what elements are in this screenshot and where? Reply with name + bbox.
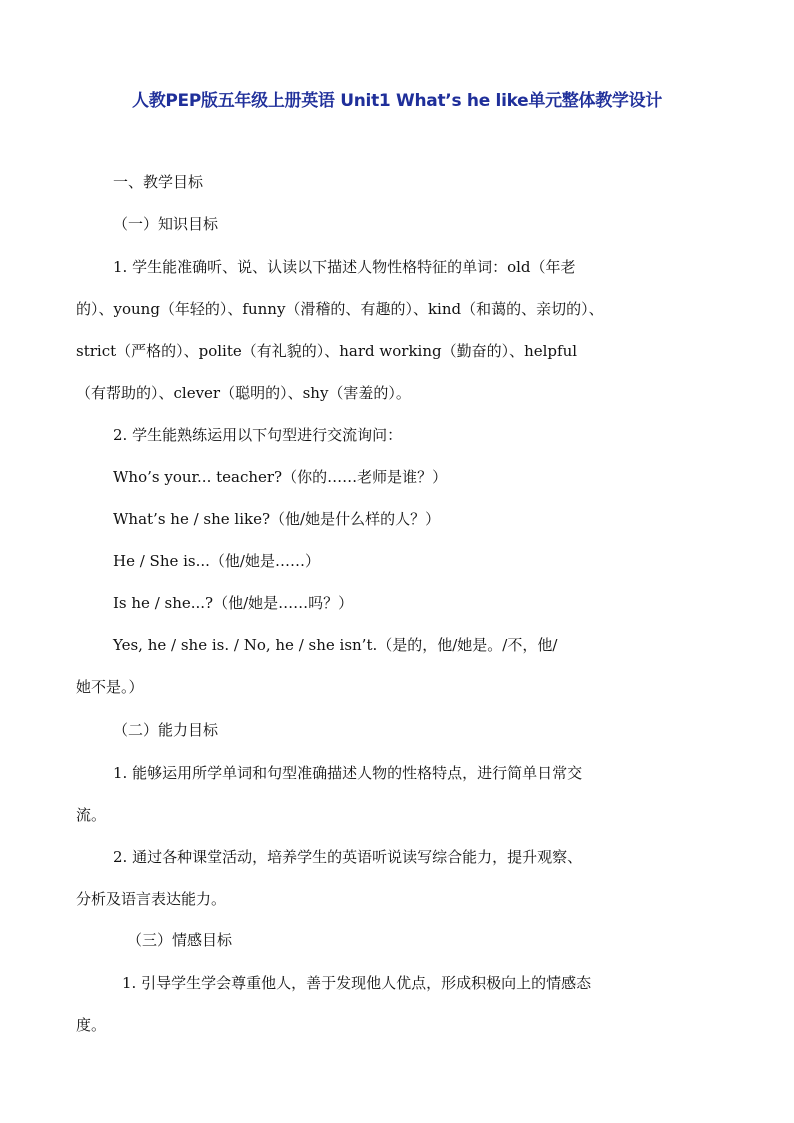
section-heading-teaching-goals: 一、教学目标 [113, 173, 204, 191]
paragraph-line: 度。 [76, 1016, 107, 1034]
sentence-pattern-line: Is he / she...?（他/她是……吗？） [113, 594, 354, 612]
document-title: 人教PEP版五年级上册英语 Unit1 What’s he like单元整体教学设计 [132, 91, 662, 111]
subsection-heading-ability: （二）能力目标 [113, 721, 219, 739]
paragraph-line: 2. 通过各种课堂活动，培养学生的英语听说读写综合能力，提升观察、 [113, 848, 583, 866]
paragraph-line: 分析及语言表达能力。 [76, 890, 227, 908]
sentence-pattern-line: Who’s your... teacher?（你的……老师是谁？） [113, 468, 448, 486]
paragraph-line: strict（严格的）、polite（有礼貌的）、hard working（勤奋的）、helpful [76, 342, 578, 360]
paragraph-line: 流。 [76, 806, 107, 824]
paragraph-line: 1. 引导学生学会尊重他人，善于发现他人优点，形成积极向上的情感态 [122, 974, 592, 992]
paragraph-line: 1. 学生能准确听、说、认读以下描述人物性格特征的单词：old（年老 [113, 258, 576, 276]
sentence-pattern-line: Yes, he / she is. / No, he / she isn’t.（是的，他/她是。/不，他/ [113, 636, 558, 654]
subsection-heading-emotion: （三）情感目标 [127, 931, 233, 949]
sentence-pattern-line: 她不是。） [76, 678, 144, 696]
paragraph-line: 2. 学生能熟练运用以下句型进行交流询问： [113, 426, 403, 444]
paragraph-line: （有帮助的）、clever（聪明的）、shy（害羞的）。 [76, 384, 411, 402]
sentence-pattern-line: What’s he / she like?（他/她是什么样的人？） [113, 510, 441, 528]
paragraph-line: 1. 能够运用所学单词和句型准确描述人物的性格特点，进行简单日常交 [113, 764, 583, 782]
sentence-pattern-line: He / She is...（他/她是……） [113, 552, 320, 570]
paragraph-line: 的）、young（年轻的）、funny（滑稽的、有趣的）、kind（和蔼的、亲切的）、 [76, 300, 604, 318]
subsection-heading-knowledge: （一）知识目标 [113, 215, 219, 233]
